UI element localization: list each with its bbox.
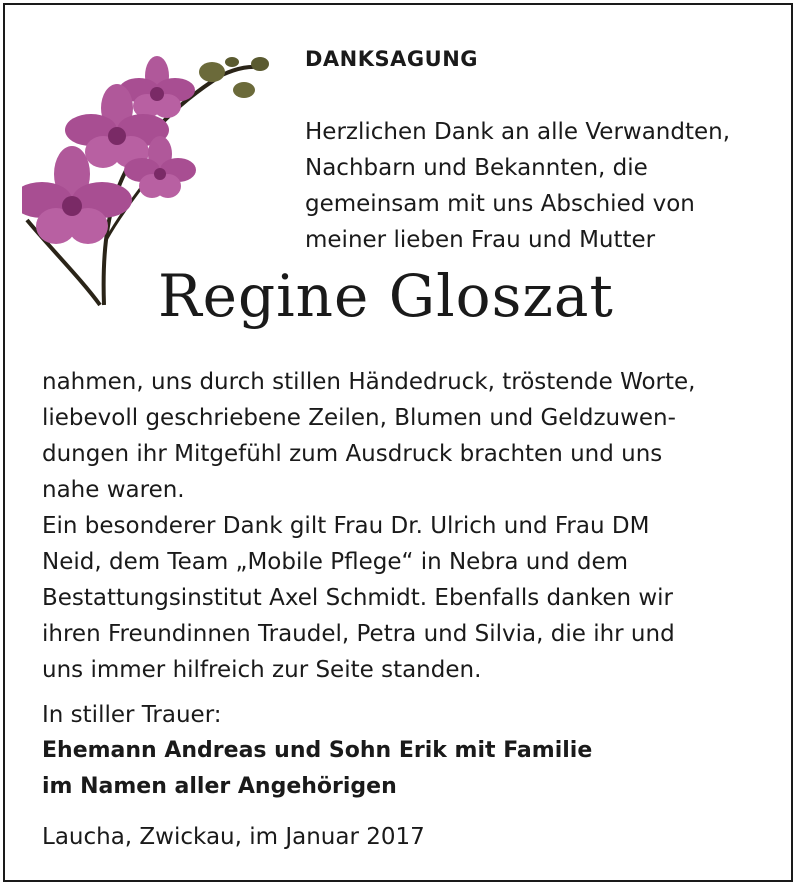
mourners-line: im Namen aller Angehörigen <box>42 774 397 799</box>
body-line: Bestattungsinstitut Axel Schmidt. Ebenfalls danken wir <box>42 585 674 611</box>
body-line: uns immer hilfreich zur Seite standen. <box>42 657 482 683</box>
body-line: nahmen, uns durch stillen Händedruck, tröstende Worte, <box>42 369 696 395</box>
body-line: ihren Freundinnen Traudel, Petra und Silvia, die ihr und <box>42 621 675 647</box>
intro-line: Herzlichen Dank an alle Verwandten, <box>305 119 731 145</box>
intro-text <box>305 114 775 258</box>
notice-heading: DANKSAGUNG <box>305 47 479 71</box>
body-text <box>42 364 782 688</box>
mourning-intro: In stiller Trauer: <box>42 702 222 728</box>
body-line: nahe waren. <box>42 477 185 503</box>
body-line: Neid, dem Team „Mobile Pflege“ in Nebra und dem <box>42 549 629 575</box>
mourners-line: Ehemann Andreas und Sohn Erik mit Familie <box>42 738 593 763</box>
mourning-block <box>42 697 782 805</box>
intro-line: Nachbarn und Bekannten, die <box>305 155 648 181</box>
body-line: Ein besonderer Dank gilt Frau Dr. Ulrich und Frau DM <box>42 513 650 539</box>
intro-line: meiner lieben Frau und Mutter <box>305 227 656 253</box>
intro-line: gemeinsam mit uns Abschied von <box>305 191 695 217</box>
place-date: Laucha, Zwickau, im Januar 2017 <box>42 824 425 850</box>
body-line: liebevoll geschriebene Zeilen, Blumen und Geldzuwen- <box>42 405 676 431</box>
deceased-name: Regine Gloszat <box>158 262 614 330</box>
body-line: dungen ihr Mitgefühl zum Ausdruck brachten und uns <box>42 441 663 467</box>
